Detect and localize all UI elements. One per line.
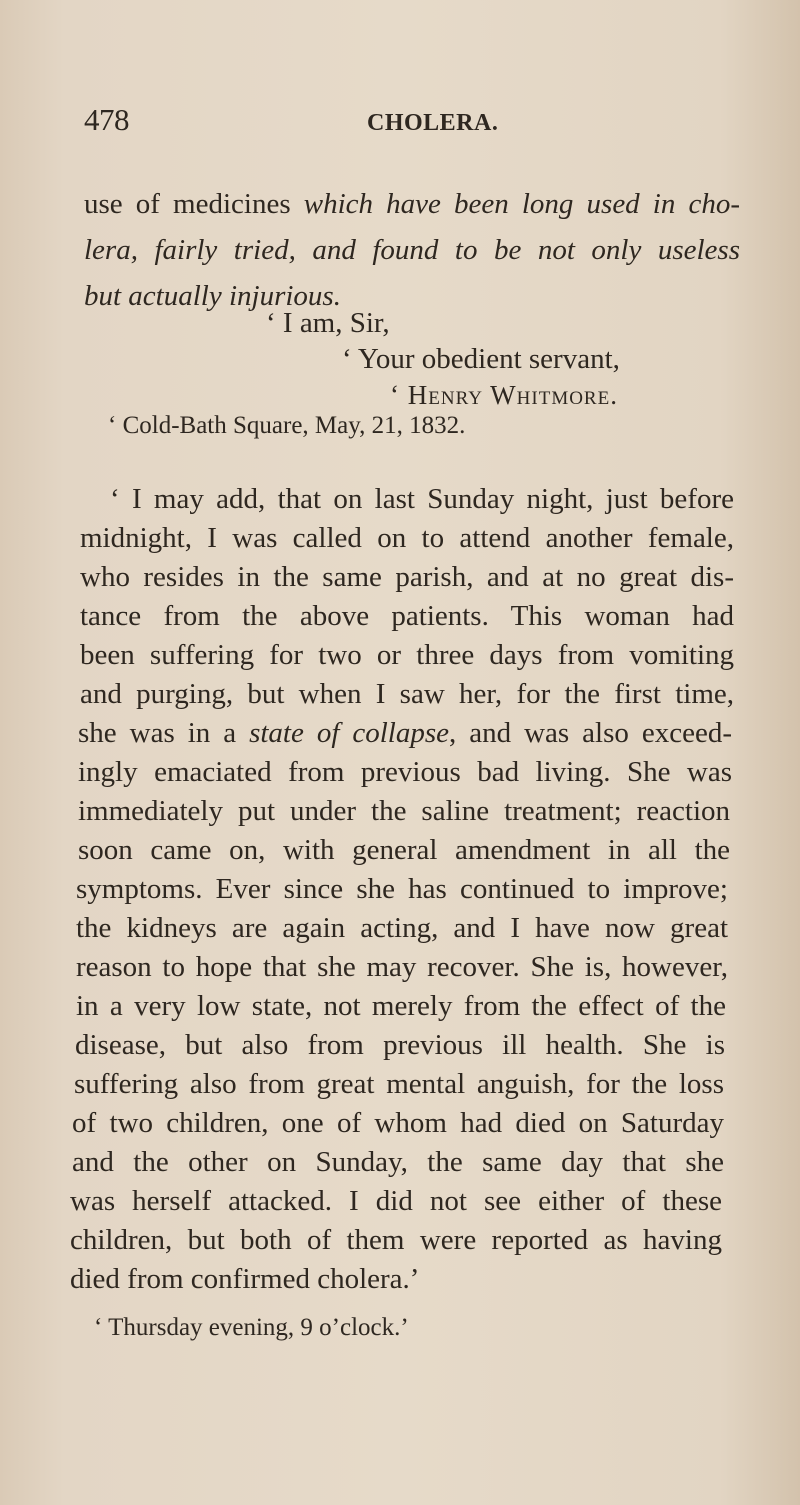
text-line: and purging, but when I saw her, for the first time, — [80, 678, 734, 710]
complimentary-close: ‘ Your obedient servant, — [342, 343, 620, 375]
text-line: was herself attacked. I did not see either of these — [70, 1185, 722, 1217]
text-line: tance from the above patients. This woman had — [80, 600, 734, 632]
text-line: children, but both of them were reported as having — [70, 1224, 722, 1256]
text-italic: which have been long used in cho- — [303, 188, 741, 220]
text-italic: lera, fairly tried, and found to be not only useless — [84, 234, 740, 266]
text-italic: state of collapse — [249, 717, 450, 749]
text-normal: use of medicines — [84, 188, 304, 220]
text-line: and the other on Sunday, the same day that she — [72, 1146, 724, 1178]
page-header — [84, 102, 734, 142]
text-line: in a very low state, not merely from the effect of the — [76, 990, 726, 1022]
dateline: ‘ Thursday evening, 9 o’clock.’ — [94, 1314, 409, 1341]
page-number: 478 — [84, 102, 129, 137]
text-line: of two children, one of whom had died on Saturday — [72, 1107, 724, 1139]
text-line: midnight, I was called on to attend another female, — [80, 522, 734, 554]
text-line — [84, 190, 740, 219]
text-line: disease, but also from previous ill health. She is — [75, 1029, 725, 1061]
text-line: been suffering for two or three days from vomiting — [80, 639, 734, 671]
text-line: died from confirmed cholera.’ — [70, 1263, 420, 1295]
text-line: ‘ I may add, that on last Sunday night, just before — [110, 483, 734, 515]
text-line: reason to hope that she may recover. She is, however, — [76, 951, 728, 983]
text-line: immediately put under the saline treatment; reaction — [78, 795, 730, 827]
signature: ‘ Henry Whitmore. — [390, 380, 618, 410]
text-line: ingly emaciated from previous bad living. She was — [78, 756, 732, 788]
text-line: symptoms. Ever since she has continued to improve; — [76, 873, 728, 905]
text-line — [78, 719, 732, 748]
text-line: who resides in the same parish, and at no great dis- — [80, 561, 734, 593]
text-italic: but actually injurious. — [84, 280, 341, 312]
text-line: soon came on, with general amendment in all the — [78, 834, 730, 866]
place-date: ‘ Cold-Bath Square, May, 21, 1832. — [108, 412, 466, 439]
salutation: ‘ I am, Sir, — [266, 307, 390, 339]
text-line — [84, 236, 740, 265]
text-normal: she was in a — [78, 717, 250, 749]
text-line: suffering also from great mental anguish, for the loss — [74, 1068, 724, 1100]
text-line: the kidneys are again acting, and I have now great — [76, 912, 728, 944]
running-head: CHOLERA. — [367, 110, 499, 136]
text-normal: , and was also exceed- — [449, 717, 732, 749]
